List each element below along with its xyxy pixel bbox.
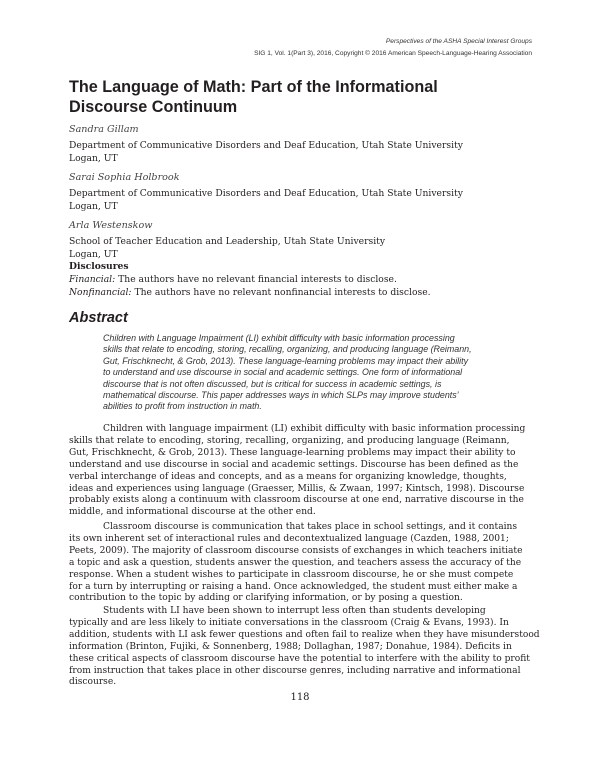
body-line: Students with LI have been shown to interrupt less often than students developing	[103, 606, 486, 616]
author-name: Sarai Sophia Holbrook	[69, 172, 180, 183]
body-line: Children with language impairment (LI) exhibit difficulty with basic information processing	[103, 424, 526, 434]
body-line: skills that relate to encoding, storing, recalling, organizing, and producing language (Reimann,	[69, 435, 510, 446]
author-block	[69, 124, 463, 165]
abstract-line: abilities to profit from instruction in math.	[103, 401, 262, 412]
body-line: Gut, Frischknecht, & Grob, 2013). These language-learning problems may impact their ability to	[69, 447, 516, 458]
body-line: contribution to the topic by adding or clarifying information, or by posing a question.	[69, 593, 463, 604]
financial-disclosure	[69, 274, 431, 287]
body-line: a topic and ask a question, students answer the question, and teachers assess the accuracy of the	[69, 557, 522, 568]
title-line: The Language of Math: Part of the Informational	[69, 78, 438, 96]
author-location: Logan, UT	[69, 200, 118, 212]
body-paragraph	[69, 424, 535, 519]
body-line: Peets, 2009). The majority of classroom discourse consists of exchanges in which teachers initiate	[69, 545, 523, 556]
author-name: Sandra Gillam	[69, 124, 139, 135]
body-line: its own inherent set of interactional rules and decontextualized language (Cazden, 1988, 2001;	[69, 533, 509, 544]
body-line: information (Brinton, Fujiki, & Sonnenberg, 1988; Dollaghan, 1987; Donahue, 1984). Deficits in	[69, 641, 512, 652]
abstract-heading: Abstract	[69, 310, 128, 326]
author-block	[69, 220, 431, 300]
body-line: middle, and informational discourse at the other end.	[69, 507, 316, 518]
journal-header: Perspectives of the ASHA Special Interest Groups	[385, 38, 532, 45]
author-name: Arla Westenskow	[69, 220, 153, 231]
citation-header: SIG 1, Vol. 1(Part 3), 2016, Copyright © 2016 American Speech-Language-Hearing Association	[254, 50, 532, 57]
body-paragraph	[69, 606, 540, 689]
body-line: for a turn by interrupting or raising a hand. Once acknowledged, the student must either make a	[69, 581, 518, 592]
body-line: Classroom discourse is communication that takes place in school settings, and it contains	[103, 522, 518, 532]
disclosures-heading: Disclosures	[69, 261, 129, 273]
author-location: Logan, UT	[69, 248, 118, 260]
author-block	[69, 172, 463, 213]
body-line: response. When a student wishes to participate in classroom discourse, he or she must compete	[69, 569, 514, 580]
author-affiliation: Department of Communicative Disorders and Deaf Education, Utah State University	[69, 139, 463, 151]
body-line: probably exists along a continuum with classroom discourse at one end, narrative discourse in the	[69, 495, 524, 506]
title-line: Discourse Continuum	[69, 98, 238, 116]
body-paragraph	[69, 522, 535, 605]
body-line: ideas and experiences using language (Graesser, Millis, & Zwaan, 1997; Kintsch, 1998). Discourse	[69, 483, 525, 494]
body-line: understand and use discourse in social and academic settings. Discourse has been defined as the	[69, 459, 519, 470]
nonfinancial-disclosure	[69, 287, 431, 300]
author-affiliation: Department of Communicative Disorders and Deaf Education, Utah State University	[69, 187, 463, 199]
author-affiliation: School of Teacher Education and Leadership, Utah State University	[69, 235, 386, 247]
abstract-line: mathematical discourse. This paper addresses ways in which SLPs may improve students’	[103, 390, 459, 401]
financial-text: The authors have no relevant financial interests to disclose.	[115, 274, 397, 286]
body-line: these critical aspects of classroom discourse have the potential to interfere with the ability to profit	[69, 653, 530, 664]
body-line: addition, students with LI ask fewer questions and often fail to realize when they have misunderstood	[69, 629, 540, 640]
body-line: from instruction that takes place in other discourse genres, including narrative and informational	[69, 665, 521, 676]
abstract-line: Gut, Frischknecht, & Grob, 2013). These language-learning problems may impact their ability	[103, 355, 469, 366]
body-line: typically and are less likely to initiate conversations in the classroom (Craig & Evans, 1993). In	[69, 617, 509, 628]
article-title	[69, 77, 539, 117]
abstract-line: discourse that is not often discussed, but is critical for success in academic settings, is	[103, 378, 442, 389]
body-line: verbal interchange of ideas and concepts, and as a means for organizing knowledge, thoughts,	[69, 471, 507, 482]
abstract-line: Children with Language Impairment (LI) exhibit difficulty with basic information processing	[103, 333, 455, 343]
financial-label: Financial:	[69, 274, 116, 286]
page-number: 118	[290, 692, 310, 703]
nonfinancial-label: Nonfinancial:	[69, 286, 132, 298]
body-line: discourse.	[69, 677, 117, 688]
abstract-line: to understand and use discourse in social and academic settings. One form of informational	[103, 367, 463, 378]
abstract-text	[103, 333, 535, 413]
author-location: Logan, UT	[69, 152, 118, 164]
nonfinancial-text: The authors have no relevant nonfinancial interests to disclose.	[131, 286, 431, 298]
abstract-line: skills that relate to encoding, storing, recalling, organizing, and producing language (Reimann,	[103, 344, 472, 355]
